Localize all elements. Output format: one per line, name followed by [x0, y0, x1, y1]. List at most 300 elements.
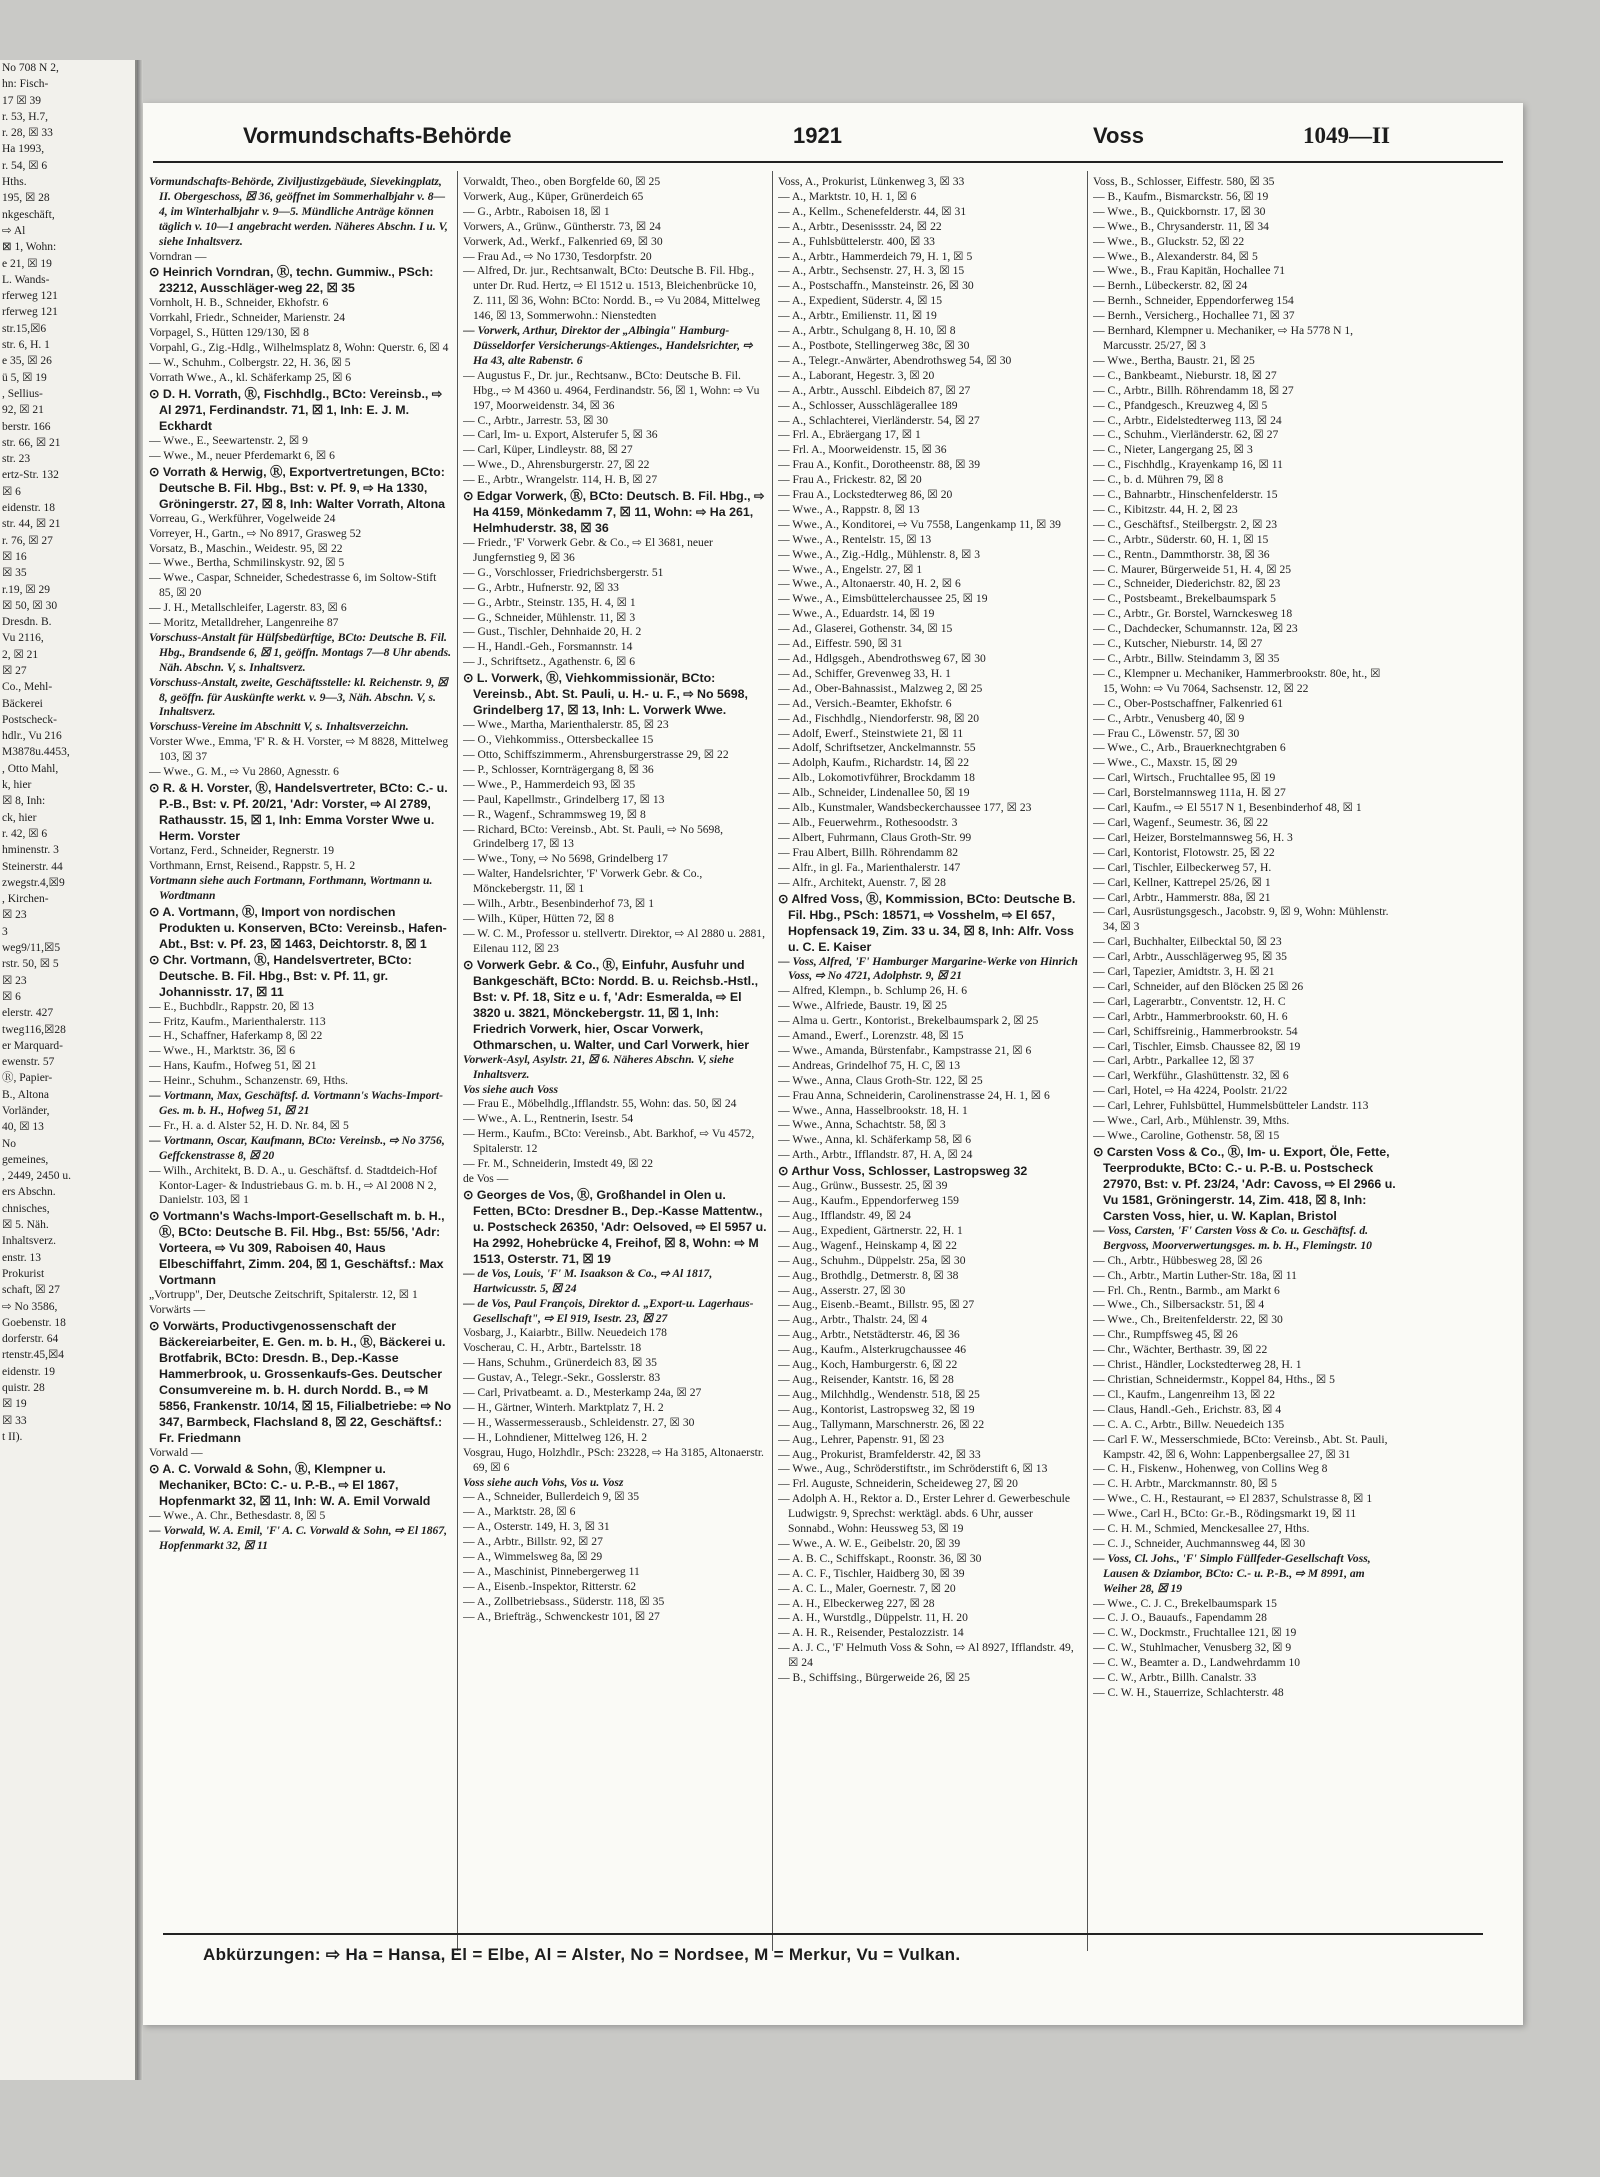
directory-entry: — A., Arbtr., Schulgang 8, H. 10, ☒ 8: [778, 324, 956, 338]
directory-entry: — Aug., Schuhm., Düppelstr. 25a, ☒ 30: [778, 1253, 966, 1267]
directory-entry: — Wwe., Anna, Hasselbrookstr. 18, H. 1: [778, 1103, 968, 1117]
prev-page-line: t II).: [2, 1430, 23, 1443]
directory-entry: — O., Viehkommiss., Ottersbeckallee 15: [463, 733, 654, 747]
directory-entry: ⊙ A. C. Vorwald & Sohn, Ⓡ, Klempner u. Mechaniker, BCto: C.- u. P.-B., ⇨ El 1867, Hopfenmarkt 32, ☒ 11, Inh: W. A. Emil Vorwald: [149, 1462, 431, 1509]
directory-entry: — G., Arbtr., Raboisen 18, ☒ 1: [463, 204, 610, 218]
prev-page-line: 40, ☒ 13: [2, 1121, 44, 1134]
directory-entry: — Bernhard, Klempner u. Mechaniker, ⇨ Ha 5778 N 1, Marcusstr. 25/27, ☒ 3: [1093, 324, 1354, 352]
directory-entry: — C., Arbtr., Gr. Borstel, Warnckesweg 18: [1093, 607, 1293, 621]
directory-entry: ⊙ Vortmann's Wachs-Import-Gesellschaft m. b. H., Ⓡ, BCto: Deutsche B. Fil. Hbg., Bst: 55/56, 'Adr: Vorteera, ⇨ Vu 309, Raboisen 40, Haus Elbeschiffahrt, Zimm. 204, ☒ 1, Geschäftsf.: Max Vortmann: [149, 1209, 445, 1288]
directory-entry: ⊙ A. Vortmann, Ⓡ, Import von nordischen Produkten u. Konserven, BCto: Vereinsb., Hafen-Abt., Bst: v. Pf. 23, ☒ 1463, Deichtorstr. 8, ☒ 1: [149, 904, 447, 951]
directory-entry: — C., Kibitzstr. 44, H. 2, ☒ 23: [1093, 502, 1238, 516]
column-divider: [457, 171, 458, 1951]
year-label: 1921: [793, 123, 842, 148]
directory-entry: — C., Arbtr., Jarrestr. 53, ☒ 30: [463, 413, 609, 427]
directory-entry: — Ad., Schiffer, Grevenweg 33, H. 1: [778, 666, 951, 680]
prev-page-line: ☒ 35: [2, 567, 27, 580]
directory-entry: — C. J. O., Bauaufs., Fapendamm 28: [1093, 1611, 1267, 1625]
prev-page-line: eidenstr. 19: [2, 1365, 56, 1378]
directory-entry: — C., Klempner u. Mechaniker, Hammerbrookstr. 80e, ht., ☒ 15, Wohn: ⇨ Vu 7064, Sachsenstr. 12, ☒ 22: [1093, 666, 1381, 695]
directory-entry: — A. H., Elbeckerweg 227, ☒ 28: [778, 1596, 935, 1610]
directory-entry: — Albert, Fuhrmann, Claus Groth-Str. 99: [778, 830, 972, 844]
directory-entry: — J. H., Metallschleifer, Lagerstr. 83, ☒ 6: [149, 601, 347, 615]
directory-entry: Vorwerk, Aug., Küper, Grünerdeich 65: [463, 189, 644, 203]
directory-entry: — Wwe., Caroline, Gothenstr. 58, ☒ 15: [1093, 1129, 1280, 1142]
directory-entry: — A., Zollbetriebsass., Süderstr. 118, ☒ 35: [463, 1594, 665, 1608]
directory-entry: — Hans, Kaufm., Hofweg 51, ☒ 21: [149, 1059, 317, 1073]
directory-entry: — B., Schiffsing., Bürgerweide 26, ☒ 25: [778, 1671, 970, 1685]
directory-entry: — Wwe., Anna, kl. Schäferkamp 58, ☒ 6: [778, 1133, 972, 1147]
directory-entry: Vorster Wwe., Emma, 'F' R. & H. Vorster, ⇨ M 8828, Mittelweg 103, ☒ 37: [149, 735, 449, 764]
directory-entry: — Ad., Glaserei, Gothenstr. 34, ☒ 15: [778, 622, 953, 636]
prev-page-line: weg9/11,☒5: [2, 942, 61, 955]
directory-entry: — Frl. Auguste, Schneiderin, Scheideweg 27, ☒ 20: [778, 1477, 1018, 1491]
directory-entry: — Ad., Eiffestr. 590, ☒ 31: [778, 637, 903, 651]
directory-entry: — Wwe., B., Chrysanderstr. 11, ☒ 34: [1093, 219, 1269, 233]
prev-page-line: r. 42, ☒ 6: [2, 827, 48, 840]
directory-entry: — Carl F. W., Messerschmiede, BCto: Vereinsb., Abt. St. Pauli, Kampstr. 42, ☒ 6, Wohn: Lappenbergsallee 27, ☒ 31: [1093, 1432, 1388, 1461]
directory-entry: Vorpagel, S., Hütten 129/130, ☒ 8: [149, 326, 309, 340]
directory-entry: — G., Vorschlosser, Friedrichsbergerstr. 51: [463, 565, 664, 579]
directory-entry: — A., Arbtr., Billstr. 92, ☒ 27: [463, 1535, 603, 1549]
page-header: [143, 103, 1523, 159]
directory-entry: — Alb., Schneider, Lindenallee 50, ☒ 19: [778, 786, 970, 800]
directory-entry: — C. W., Beamter a. D., Landwehrdamm 10: [1093, 1656, 1301, 1670]
directory-entry: — Frl. Ch., Rentn., Barmb., am Markt 6: [1093, 1283, 1280, 1297]
directory-entry: — Wwe., A. Chr., Bethesdastr. 8, ☒ 5: [149, 1509, 326, 1523]
directory-entry: — Alb., Kunstmaler, Wandsbeckerchaussee 177, ☒ 23: [778, 801, 1032, 815]
directory-entry: — A., Arbtr., Desenissstr. 24, ☒ 22: [778, 219, 942, 233]
directory-entry: — G., Schneider, Mühlenstr. 11, ☒ 3: [463, 610, 636, 624]
directory-entry: — Aug., Asserstr. 27, ☒ 30: [778, 1283, 906, 1297]
directory-entry: — C., Fischhdlg., Krayenkamp 16, ☒ 11: [1093, 458, 1283, 472]
prev-page-line: 2, ☒ 21: [2, 648, 39, 661]
directory-entry: — Wwe., H., Marktstr. 36, ☒ 6: [149, 1044, 296, 1058]
prev-page-line: chnisches,: [2, 1202, 50, 1215]
directory-entry: — Wwe., B., Quickbornstr. 17, ☒ 30: [1093, 204, 1266, 218]
directory-entry: — Carl, Arbtr., Hammerbrookstr. 60, H. 6: [1093, 1009, 1288, 1023]
directory-entry: — Adolph, Kaufm., Richardstr. 14, ☒ 22: [778, 756, 970, 770]
directory-entry: — Wwe., A. W. E., Geibelstr. 20, ☒ 39: [778, 1536, 961, 1550]
directory-entry: — A., Briefträg., Schwenckestr 101, ☒ 27: [463, 1609, 660, 1623]
directory-entry: — Hans, Schuhm., Grünerdeich 83, ☒ 35: [463, 1356, 657, 1370]
directory-entry: — A. C. L., Maler, Goernestr. 7, ☒ 20: [778, 1581, 956, 1595]
directory-entry: Vorschuss-Anstalt für Hülfsbedürftige, BCto: Deutsche B. Fil. Hbg., Brandsende 6, ☒ 1, geöffn. Montags 7—8 Uhr abends. Näh. Abschn. V, s. Inhaltsverz.: [149, 630, 452, 674]
directory-entry: — Bernh., Versicherg., Hochallee 71, ☒ 37: [1093, 309, 1295, 323]
prev-page-line: r. 54, ☒ 6: [2, 159, 48, 172]
directory-entry: — Vortmann, Max, Geschäftsf. d. Vortmann's Wachs-Import-Ges. m. b. H., Hofweg 51, ☒ 21: [149, 1089, 443, 1117]
prev-page-line: elerstr. 427: [2, 1007, 54, 1020]
directory-entry: — A., Maschinist, Pinnebergerweg 11: [463, 1564, 640, 1578]
directory-entry: — C. W., Arbtr., Billh. Canalstr. 33: [1093, 1671, 1257, 1685]
directory-entry: Voss siehe auch Vohs, Vos u. Vosz: [463, 1475, 624, 1489]
directory-entry: — Ch., Arbtr., Martin Luther-Str. 18a, ☒ 11: [1093, 1268, 1297, 1282]
directory-entry: — G., Arbtr., Hufnerstr. 92, ☒ 33: [463, 580, 619, 594]
directory-entry: — A., Arbtr., Sechsenstr. 27, H. 3, ☒ 15: [778, 264, 965, 278]
prev-page-line: r. 28, ☒ 33: [2, 127, 53, 140]
directory-entry: — Adolph A. H., Rektor a. D., Erster Lehrer d. Gewerbeschule Ludwigstr. 9, Sprechst: werktägl. abds. 6 Uhr, ausser Sonnabd., Wohn: Heussweg 53, ☒ 19: [778, 1492, 1071, 1536]
prev-page-line: ☒ 33: [2, 1414, 27, 1427]
directory-entry: — J., Schriftsetz., Agathenstr. 6, ☒ 6: [463, 655, 636, 669]
directory-entry: ⊙ Heinrich Vorndran, Ⓡ, techn. Gummiw., PSch: 23212, Ausschläger-weg 22, ☒ 35: [149, 265, 434, 296]
prev-page-line: B., Altona: [2, 1088, 49, 1101]
directory-entry: — Wwe., Bertha, Baustr. 21, ☒ 25: [1093, 353, 1255, 367]
prev-page-line: ewenstr. 57: [2, 1056, 55, 1069]
directory-entry: — Frau Albert, Billh. Röhrendamm 82: [778, 845, 959, 859]
directory-entry: — E., Buchbdlr., Rappstr. 20, ☒ 13: [149, 999, 314, 1013]
prev-page-line: 92, ☒ 21: [2, 404, 44, 417]
prev-page-line: M3878u.4453,: [2, 746, 70, 759]
column-divider: [1087, 171, 1088, 1951]
directory-entry: — Aug., Reisender, Kantstr. 16, ☒ 28: [778, 1372, 954, 1386]
directory-entry: — Wwe., A., Eduardstr. 14, ☒ 19: [778, 607, 935, 621]
directory-entry: — C., Kutscher, Nieburstr. 14, ☒ 27: [1093, 637, 1263, 651]
directory-entry: — R., Wagenf., Schrammsweg 19, ☒ 8: [463, 807, 646, 821]
directory-entry: — Andreas, Grindelhof 75, H. C, ☒ 13: [778, 1058, 961, 1072]
directory-entry: — Friedr., 'F' Vorwerk Gebr. & Co., ⇨ El 3681, neuer Jungfernstieg 9, ☒ 36: [463, 536, 713, 564]
directory-entry: — Frau A., Konfit., Dorotheenstr. 88, ☒ 39: [778, 458, 980, 472]
directory-entry: — Augustus F., Dr. jur., Rechtsanw., BCto: Deutsche B. Fil. Hbg., ⇨ M 4360 u. 4964, Ferdinandstr. 56, ☒ 1, Wohn: ⇨ Vu 197, Moorweidenstr. 34, ☒ 36: [463, 368, 760, 412]
directory-entry: — Wwe., A., Rentelstr. 15, ☒ 13: [778, 532, 932, 546]
directory-entry: — Aug., Expedient, Gärtnerstr. 22, H. 1: [778, 1223, 963, 1237]
directory-entry: ⊙ Edgar Vorwerk, Ⓡ, BCto: Deutsch. B. Fil. Hbg., ⇨ Ha 4159, Mönkedamm 7, ☒ 11, Wohn: ⇨ Ha 261, Helmhuderstr. 38, ☒ 36: [463, 489, 765, 536]
directory-entry: — Carl, Kontorist, Flotowstr. 25, ☒ 22: [1093, 845, 1275, 859]
directory-entry: — Ad., Hdlgsgeh., Abendrothsweg 67, ☒ 30: [778, 652, 986, 665]
directory-entry: Vorreyer, H., Gartn., ⇨ No 8917, Grasweg 52: [149, 526, 362, 540]
prev-page-line: Vorländer,: [2, 1105, 50, 1117]
directory-entry: — Carl, Ausrüstungsgesch., Jacobstr. 9, ☒ 9, Wohn: Mühlenstr. 34, ☒ 3: [1093, 905, 1389, 934]
prev-page-line: tweg116,☒28: [2, 1023, 66, 1036]
directory-entry: Vorrkahl, Friedr., Schneider, Marienstr. 24: [149, 311, 346, 325]
directory-entry: Voss, A., Prokurist, Lünkenweg 3, ☒ 33: [778, 175, 965, 188]
directory-entry: — Wilh., Arbtr., Besenbinderhof 73, ☒ 1: [463, 897, 655, 911]
directory-entry: — Wwe., Carl, Arb., Mühlenstr. 39, Mths.: [1093, 1114, 1290, 1128]
directory-entry: — Frl. A., Moorweidenstr. 15, ☒ 36: [778, 443, 947, 457]
prev-page-line: Steinerstr. 44: [2, 860, 63, 873]
directory-entry: — A. H., Wurstdlg., Düppelstr. 11, H. 20: [778, 1611, 968, 1625]
directory-entry: Vornholt, H. B., Schneider, Ekhofstr. 6: [149, 296, 329, 310]
directory-entry: — Ad., Fischhdlg., Niendorferstr. 98, ☒ 20: [778, 711, 980, 725]
directory-entry: — H., Wassermesserausb., Schleidenstr. 27, ☒ 30: [463, 1415, 695, 1429]
directory-entry: — Ch., Arbtr., Hübbesweg 28, ☒ 26: [1093, 1253, 1263, 1267]
prev-page-line: Inhaltsverz.: [2, 1235, 56, 1248]
prev-page-line: berstr. 166: [2, 420, 51, 433]
directory-entry: — Aug., Prokurist, Bramfelderstr. 42, ☒ 33: [778, 1447, 981, 1461]
directory-entry: — H., Lohndiener, Mittelweg 126, H. 2: [463, 1430, 648, 1444]
prev-page-line: gemeines,: [2, 1153, 49, 1166]
prev-page-line: e 35, ☒ 26: [2, 355, 52, 368]
directory-entry: — Wwe., Alfriede, Baustr. 19, ☒ 25: [778, 999, 947, 1013]
directory-entry: — Christian, Schneidermstr., Koppel 84, Hths., ☒ 5: [1093, 1372, 1335, 1386]
prev-page-line: r.19, ☒ 29: [2, 583, 51, 596]
directory-entry: — C., Arbtr., Eidelstedterweg 113, ☒ 24: [1093, 413, 1282, 427]
directory-entry: — Wwe., B., Gluckstr. 52, ☒ 22: [1093, 234, 1245, 248]
prev-page-line: nkgeschäft,: [2, 208, 55, 221]
prev-page-line: ertz-Str. 132: [2, 469, 59, 482]
directory-entry: Voscherau, C. H., Arbtr., Bartelsstr. 18: [463, 1341, 642, 1355]
directory-entry: — Alfr., Architekt, Auenstr. 7, ☒ 28: [778, 875, 946, 889]
directory-entry: Vortmann siehe auch Fortmann, Forthmann, Wortmann u. Wordtmann: [149, 873, 433, 902]
prev-page-line: No 708 N 2,: [2, 62, 59, 74]
directory-entry: — Frau A., Frickestr. 82, ☒ 20: [778, 473, 922, 487]
directory-entry: — C., Dachdecker, Schumannstr. 12a, ☒ 23: [1093, 622, 1298, 636]
directory-entry: — Carl, Lehrer, Fuhlsbüttel, Hummelsbütteler Landstr. 113: [1093, 1099, 1369, 1113]
prev-page-line: er Marquard-: [2, 1039, 63, 1052]
directory-entry: Vorwerk-Asyl, Asylstr. 21, ☒ 6. Näheres Abschn. V, siehe Inhaltsverz.: [463, 1052, 734, 1081]
directory-entry: — C., Ober-Postschaffner, Falkenried 61: [1093, 696, 1284, 710]
directory-entry: — Carl, Küper, Lindleystr. 88, ☒ 27: [463, 443, 633, 457]
prev-page-line: ☒ 8, Inh:: [2, 795, 46, 808]
directory-entry: — Frau Ad., ⇨ No 1730, Tesdorpfstr. 20: [463, 249, 652, 263]
prev-page-line: e 21, ☒ 19: [2, 257, 52, 270]
directory-entry: — C. W. H., Stauerrize, Schlachterstr. 48: [1093, 1686, 1284, 1699]
directory-entry: — Gustav, A., Telegr.-Sekr., Gosslerstr. 83: [463, 1371, 661, 1385]
directory-entry: — Carl, Arbtr., Hammerstr. 88a, ☒ 21: [1093, 890, 1271, 904]
prev-page-line: eidenstr. 18: [2, 502, 56, 515]
directory-entry: — Aug., Brothdlg., Detmerstr. 8, ☒ 38: [778, 1268, 959, 1282]
directory-entry: — C. J., Schneider, Auchmannsweg 44, ☒ 30: [1093, 1536, 1306, 1550]
directory-entry: — Aug., Wagenf., Heinskamp 4, ☒ 22: [778, 1238, 957, 1252]
prev-page-line: , Kirchen-: [2, 893, 49, 906]
directory-entry: — Wwe., Anna, Schachtstr. 58, ☒ 3: [778, 1118, 946, 1132]
directory-entry: — Wwe., C., Maxstr. 15, ☒ 29: [1093, 756, 1238, 770]
directory-entry: — P., Schlosser, Kornträgergang 8, ☒ 36: [463, 762, 654, 776]
prev-page-line: ☒ 6: [2, 990, 21, 1003]
directory-entry: — Aug., Kaufm., Alsterkrugchaussee 46: [778, 1343, 967, 1357]
prev-page-line: Dresdn. B.: [2, 616, 52, 629]
directory-entry: — Carl, Kellner, Kattrepel 25/26, ☒ 1: [1093, 875, 1271, 889]
directory-entry: — C., Arbtr., Süderstr. 60, H. 1, ☒ 15: [1093, 532, 1269, 546]
prev-page-line: ☒ 23: [2, 909, 27, 922]
column-4: [1093, 175, 1397, 1945]
directory-entry: — Ad., Versich.-Beamter, Ekhofstr. 6: [778, 696, 952, 710]
directory-entry: — Claus, Handl.-Geh., Erichstr. 83, ☒ 4: [1093, 1402, 1282, 1416]
directory-entry: — Ad., Ober-Bahnassist., Malzweg 2, ☒ 25: [778, 681, 983, 695]
directory-entry: ⊙ Vorwerk Gebr. & Co., Ⓡ, Einfuhr, Ausfuhr und Bankgeschäft, BCto: Nordd. B. u. Reichsb.-Hstl., Bst: v. Pf. 18, Sitz e u. f, 'Adr: Esmeralda, ⇨ El 3820 u. 3821, Mönckebergstr. 11, ☒ 1, Inh: Friedrich Vorwerk, hier, Oscar Vorwerk, Othmarschen, u. Walter, und Carl Vorwerk, hier: [463, 957, 759, 1052]
prev-page-line: rstr. 50, ☒ 5: [2, 958, 59, 971]
prev-page-line: , 2449, 2450 u.: [2, 1170, 71, 1183]
directory-entry: — E., Arbtr., Wrangelstr. 114, H. B, ☒ 27: [463, 473, 658, 487]
directory-entry: — C., Arbtr., Billw. Steindamm 3, ☒ 35: [1093, 652, 1280, 665]
directory-entry: — Cl., Kaufm., Langenreihm 13, ☒ 22: [1093, 1387, 1276, 1401]
prev-page-line: ☒ 27: [2, 664, 27, 677]
column-2: [463, 175, 767, 1945]
directory-entry: — Aug., Kaufm., Eppendorferweg 159: [778, 1194, 959, 1208]
prev-page-line: schaft, ☒ 27: [2, 1284, 60, 1297]
directory-entry: — Carl, Borstelmannsweg 111a, H. ☒ 27: [1093, 786, 1286, 800]
directory-entry: — Frau E., Möbelhdlg.,Ifflandstr. 55, Wohn: das. 50, ☒ 24: [463, 1097, 737, 1111]
directory-entry: — Adolf, Ewerf., Steinstwiete 21, ☒ 11: [778, 726, 964, 740]
prev-page-line: ☒ 6: [2, 485, 21, 498]
prev-page-line: Postscheck-: [2, 713, 57, 726]
directory-entry: — C. A. C., Arbtr., Billw. Neuedeich 135: [1093, 1417, 1285, 1431]
directory-entry: — Vorwerk, Arthur, Direktor der „Albingia" Hamburg-Düsseldorfer Versicherungs-Aktienges., Handelsrichter, ⇨ Ha 43, alte Rabenstr. 6: [463, 324, 753, 367]
directory-entry: ⊙ Vorrath & Herwig, Ⓡ, Exportvertretungen, BCto: Deutsche B. Fil. Hbg., Bst: v. Pf. 9, ⇨ Ha 1330, Gröningerstr. 27, ☒ 8, Inh: Walter Vorrath, Altona: [149, 464, 446, 511]
directory-entry: — W. C. M., Professor u. stellvertr. Direktor, ⇨ Al 2880 u. 2881, Eilenau 112, ☒ 23: [463, 926, 765, 955]
prev-page-line: ☒ 5. Näh.: [2, 1219, 49, 1232]
prev-page-line: r. 53, H.7,: [2, 110, 48, 123]
directory-entry: „Vortrupp", Der, Deutsche Zeitschrift, Spitalerstr. 12, ☒ 1: [149, 1288, 418, 1302]
directory-entry: — H., Handl.-Geh., Forsmannstr. 14: [463, 640, 633, 654]
column-3: [778, 175, 1082, 1945]
prev-page-line: Co., Mehl-: [2, 681, 53, 694]
directory-entry: — Wwe., A., Altonaerstr. 40, H. 2, ☒ 6: [778, 577, 961, 591]
directory-entry: — C., Rentn., Dammthorstr. 38, ☒ 36: [1093, 547, 1270, 561]
directory-entry: — Chr., Wächter, Berthastr. 39, ☒ 22: [1093, 1343, 1268, 1357]
directory-entry: — A. C. F., Tischler, Haidberg 30, ☒ 39: [778, 1566, 965, 1580]
directory-entry: — Carl, Schneider, auf den Blöcken 25 ☒ 26: [1093, 979, 1304, 993]
directory-entry: — A., Laborant, Hegestr. 3, ☒ 20: [778, 368, 935, 382]
directory-entry: — Wwe., Amanda, Bürstenfabr., Kampstrasse 21, ☒ 6: [778, 1043, 1032, 1057]
prev-page-line: ers Abschn.: [2, 1186, 56, 1199]
directory-entry: Vorwald —: [149, 1446, 203, 1460]
directory-entry: — A. J. C., 'F' Helmuth Voss & Sohn, ⇨ Al 8927, Ifflandstr. 49, ☒ 24: [778, 1641, 1074, 1670]
directory-entry: — Carl, Tapezier, Amidtstr. 3, H. ☒ 21: [1093, 965, 1275, 979]
prev-page-line: hn: Fisch-: [2, 78, 49, 91]
directory-entry: — A., Kellm., Schenefelderstr. 44, ☒ 31: [778, 204, 967, 218]
directory-entry: — Bernh., Schneider, Eppendorferweg 154: [1093, 294, 1294, 308]
directory-entry: — Wwe., A., Eimsbüttelerchaussee 25, ☒ 19: [778, 592, 988, 606]
directory-entry: ⊙ Carsten Voss & Co., Ⓡ, Im- u. Export, Öle, Fette, Teerprodukte, BCto: C.- u. P.-B. u. Postscheck 27970, Bst: v. Pf. 23/24, 'Adr: Cavoss, ⇨ El 2966 u. Vu 1581, Gröningerstr. 14, Zim. 418, ☒ 8, Inh: Carsten Voss, hier, u. W. Kaplan, Bristol: [1093, 1144, 1396, 1223]
directory-entry: Vorwerk, Ad., Werkf., Falkenried 69, ☒ 30: [463, 234, 663, 248]
prev-page-line: ☒ 16: [2, 550, 27, 563]
directory-entry: — Carl, Werkführ., Glashüttenstr. 32, ☒ 6: [1093, 1069, 1289, 1083]
previous-page-edge: [0, 60, 137, 2080]
directory-entry: — C. H. M., Schmied, Menckesallee 27, Hths.: [1093, 1522, 1310, 1536]
directory-entry: — C., Geschäftsf., Steilbergstr. 2, ☒ 23: [1093, 517, 1278, 531]
directory-entry: — C. Maurer, Bürgerweide 51, H. 4, ☒ 25: [1093, 562, 1292, 576]
directory-entry: — C., Nieter, Langergang 25, ☒ 3: [1093, 443, 1253, 457]
directory-entry: — W., Schuhm., Colbergstr. 22, H. 36, ☒ 5: [149, 356, 351, 370]
prev-page-line: Ha 1993,: [2, 143, 45, 156]
directory-entry: — C., Arbtr., Billh. Röhrendamm 18, ☒ 27: [1093, 383, 1294, 397]
section-title: Vormundschafts-Behörde: [243, 123, 512, 148]
directory-entry: — Aug., Eisenb.-Beamt., Billstr. 95, ☒ 27: [778, 1298, 975, 1312]
directory-entry: — C., Pfandgesch., Kreuzweg 4, ☒ 5: [1093, 398, 1268, 412]
directory-entry: Voss, B., Schlosser, Eiffestr. 580, ☒ 35: [1093, 175, 1275, 188]
prev-page-line: ☒ 50, ☒ 30: [2, 599, 58, 612]
directory-entry: — Walter, Handelsrichter, 'F' Vorwerk Gebr. & Co., Mönckebergstr. 11, ☒ 1: [463, 867, 703, 896]
directory-entry: — Frau Anna, Schneiderin, Carolinenstrasse 24, H. 1, ☒ 6: [778, 1088, 1050, 1102]
prev-page-line: ⇨ Al: [2, 224, 26, 237]
directory-entry: — Alma u. Gertr., Kontorist., Brekelbaumspark 2, ☒ 25: [778, 1014, 1039, 1028]
directory-entry: ⊙ Georges de Vos, Ⓡ, Großhandel in Olen u. Fetten, BCto: Dresdner B., Dep.-Kasse Mattentw., u. Postscheck 26350, 'Adr: Oelsoved, ⇨ El 5957 u. Ha 2992, Hohebrücke 4, Freihof, ☒ 8, Wohn: ⇨ M 1513, Osterstr. 71, ☒ 19: [463, 1187, 767, 1266]
directory-entry: — Wwe., Martha, Marienthalerstr. 85, ☒ 23: [463, 718, 669, 732]
prev-page-line: enstr. 13: [2, 1251, 41, 1264]
prev-page-line: str. 44, ☒ 21: [2, 518, 61, 531]
prev-page-line: ⊠ 1, Wohn:: [2, 241, 57, 254]
directory-entry: — Aug., Arbtr., Netstädterstr. 46, ☒ 36: [778, 1328, 960, 1342]
directory-entry: — Aug., Tallymann, Marschnerstr. 26, ☒ 22: [778, 1417, 985, 1431]
directory-entry: — Voss, Alfred, 'F' Hamburger Margarine-Werke von Hinrich Voss, ⇨ No 4721, Adolphstr. 9, ☒ 21: [778, 954, 1078, 983]
directory-entry: — Wwe., P., Hammerdeich 93, ☒ 35: [463, 777, 636, 791]
directory-entry: — Wwe., Bertha, Schmilinskystr. 92, ☒ 5: [149, 556, 345, 570]
prev-page-line: ck, hier: [2, 811, 37, 824]
directory-entry: — Fr., H. a. d. Alster 52, H. D. Nr. 84, ☒ 5: [149, 1118, 349, 1132]
directory-entry: — Heinr., Schuhm., Schanzenstr. 69, Hths.: [149, 1074, 349, 1088]
directory-entry: — Carl, Tischler, Eilbeckerweg 57, H.: [1093, 860, 1272, 874]
directory-entry: ⊙ Vorwärts, Productivgenossenschaft der Bäckereiarbeiter, E. Gen. m. b. H., Ⓡ, Bäckerei u. Brotfabrik, BCto: Dresdn. B., Dep.-Kasse Hammerbrook, u. Grossenkaufs-Ges. Deutscher Consumvereine m. b. H. durch Nordd. B., ⇨ M 5856, Frankenstr. 10/14, ☒ 15, Filialbetriebe: ⇨ No 347, Barmbeck, Flachsland 8, ☒ 22, Geschäftsf.: Fr. Friedmann: [149, 1319, 452, 1446]
directory-entry: Vorsatz, B., Maschin., Weidestr. 95, ☒ 22: [149, 541, 343, 555]
directory-entry: — A., Arbtr., Hammerdeich 79, H. 1, ☒ 5: [778, 249, 973, 263]
directory-entry: — Otto, Schiffszimmerm., Ahrensburgerstrasse 29, ☒ 22: [463, 748, 729, 761]
directory-entry: Vosgrau, Hugo, Holzhdlr., PSch: 23228, ⇨ Ha 3185, Altonaerstr. 69, ☒ 6: [463, 1445, 764, 1474]
directory-entry: — Carl, Privatbeamt. a. D., Mesterkamp 24a, ☒ 27: [463, 1386, 702, 1400]
directory-entry: — A., Arbtr., Emilienstr. 11, ☒ 19: [778, 309, 937, 323]
directory-entry: — Herm., Kaufm., BCto: Vereinsb., Abt. Barkhof, ⇨ Vu 4572, Spitalerstr. 12: [463, 1127, 755, 1156]
directory-entry: Vormundschafts-Behörde, Ziviljustizgebäude, Sievekingplatz, II. Obergeschoss, ☒ 36, geöffnet im Sommerhalbjahr v. 8—4, im Winterhalbjahr v. 9—5. Mündliche Anträge können täglich v. 10—1 angebracht werden. Näheres Abschn. I u. V, siehe Inhaltsverz.: [149, 175, 448, 248]
directory-entry: Vos siehe auch Voss: [463, 1082, 559, 1096]
directory-entry: — A., Postbote, Stellingerweg 38c, ☒ 30: [778, 338, 970, 352]
directory-entry: — C. W., Stuhlmacher, Venusberg 32, ☒ 9: [1093, 1641, 1292, 1655]
directory-entry: — Alb., Feuerwehrm., Rothesoodstr. 3: [778, 815, 958, 829]
directory-entry: — A., Schlachterei, Vierländerstr. 54, ☒ 27: [778, 413, 980, 427]
directory-entry: — Wwe., Caspar, Schneider, Schedestrasse 6, im Soltow-Stift 85, ☒ 20: [149, 571, 437, 600]
header-rule: [153, 161, 1503, 163]
directory-entry: — Aug., Ifflandstr. 49, ☒ 24: [778, 1209, 911, 1222]
prev-page-line: Bäckerei: [2, 697, 43, 710]
directory-entry: — C., Bankbeamt., Nieburstr. 18, ☒ 27: [1093, 368, 1277, 382]
directory-entry: — Carl, Tischler, Eimsb. Chaussee 82, ☒ 19: [1093, 1039, 1301, 1053]
prev-page-line: hdlr., Vu 216: [2, 730, 62, 743]
directory-entry: Vosbarg, J., Kaiarbtr., Billw. Neuedeich 178: [463, 1326, 667, 1340]
directory-entry: — Carl, Heizer, Borstelmannsweg 56, H. 3: [1093, 830, 1293, 844]
directory-entry: — Wwe., A., Konditorei, ⇨ Vu 7558, Langenkamp 11, ☒ 39: [778, 517, 1061, 531]
directory-entry: ⊙ Arthur Voss, Schlosser, Lastropsweg 32: [778, 1164, 1028, 1179]
prev-page-line: k, hier: [2, 779, 32, 792]
directory-entry: — Vortmann, Oscar, Kaufmann, BCto: Vereinsb., ⇨ No 3756, Geffckenstrasse 8, ☒ 20: [149, 1133, 445, 1162]
directory-entry: — A., Marktstr. 28, ☒ 6: [463, 1505, 576, 1519]
directory-page: [143, 103, 1523, 2025]
directory-entry: Vorschuss-Vereine im Abschnitt V, s. Inhaltsverzeichn.: [149, 720, 409, 734]
directory-entry: — Voss, Cl. Johs., 'F' Simplo Füllfeder-Gesellschaft Voss, Lausen & Dziambor, BCto: C.- u. P.-B., ⇨ M 8991, am Weiher 28, ☒ 19: [1093, 1551, 1371, 1595]
prev-page-line: ☒ 19: [2, 1398, 27, 1411]
directory-entry: — Carl, Im- u. Export, Alsterufer 5, ☒ 36: [463, 428, 658, 442]
directory-entry: — Wwe., Aug., Schröderstiftstr., im Schröderstift 6, ☒ 13: [778, 1462, 1048, 1476]
column-1: [149, 175, 453, 1945]
page-number: 1049—II: [1303, 123, 1390, 148]
directory-entry: — Wilh., Architekt, B. D. A., u. Geschäftsf. d. Stadtdeich-Hof Kontor-Lager- & Industriebaus G. m. b. H., ⇨ Al 2008 N 2, Danielstr. 103, ☒ 1: [149, 1163, 438, 1207]
directory-entry: Vorthmann, Ernst, Reisend., Rappstr. 5, H. 2: [149, 858, 356, 872]
directory-entry: Vorwers, A., Grünw., Güntherstr. 73, ☒ 24: [463, 219, 661, 233]
prev-page-line: zwegstr.4,☒9: [2, 876, 65, 889]
prev-page-line: rferweg 121: [2, 290, 58, 303]
directory-entry: — Wwe., C. H., Restaurant, ⇨ El 2837, Schulstrasse 8, ☒ 1: [1093, 1492, 1373, 1506]
directory-entry: — Carl, Wirtsch., Fruchtallee 95, ☒ 19: [1093, 771, 1276, 785]
directory-entry: — Wwe., E., Seewartenstr. 2, ☒ 9: [149, 433, 308, 447]
directory-entry: — Wwe., C. J. C., Brekelbaumspark 15: [1093, 1596, 1277, 1610]
prev-page-line: No: [2, 1137, 17, 1150]
directory-entry: — Carl, Kaufm., ⇨ El 5517 N 1, Besenbinderhof 48, ☒ 1: [1093, 801, 1362, 815]
directory-entry: — Wwe., Anna, Claus Groth-Str. 122, ☒ 25: [778, 1073, 983, 1087]
directory-entry: — Frau C., Löwenstr. 57, ☒ 30: [1093, 726, 1240, 740]
prev-page-line: str. 23: [2, 453, 31, 466]
prev-page-line: ☒ 23: [2, 974, 27, 987]
directory-entry: — Aug., Kontorist, Lastropsweg 32, ☒ 19: [778, 1402, 975, 1416]
prev-page-line: Prokurist: [2, 1267, 45, 1280]
prev-page-line: Vu 2116,: [2, 632, 44, 645]
directory-entry: — Wwe., G. M., ⇨ Vu 2860, Agnesstr. 6: [149, 765, 339, 779]
prev-page-line: 17 ☒ 39: [2, 94, 42, 107]
directory-entry: — Aug., Arbtr., Thalstr. 24, ☒ 4: [778, 1313, 928, 1327]
directory-entry: — Carl, Arbtr., Parkallee 12, ☒ 37: [1093, 1054, 1255, 1068]
directory-entry: — A., Osterstr. 149, H. 3, ☒ 31: [463, 1520, 610, 1534]
directory-entry: Vorreau, G., Werkführer, Vogelweide 24: [149, 511, 336, 525]
directory-entry: — Aug., Milchhdlg., Wendenstr. 518, ☒ 25: [778, 1387, 980, 1401]
directory-entry: — C. H. Arbtr., Marckmannstr. 80, ☒ 5: [1093, 1477, 1277, 1491]
directory-entry: — Paul, Kapellmstr., Grindelberg 17, ☒ 13: [463, 792, 665, 806]
directory-entry: — Wwe., Tony, ⇨ No 5698, Grindelberg 17: [463, 852, 668, 866]
